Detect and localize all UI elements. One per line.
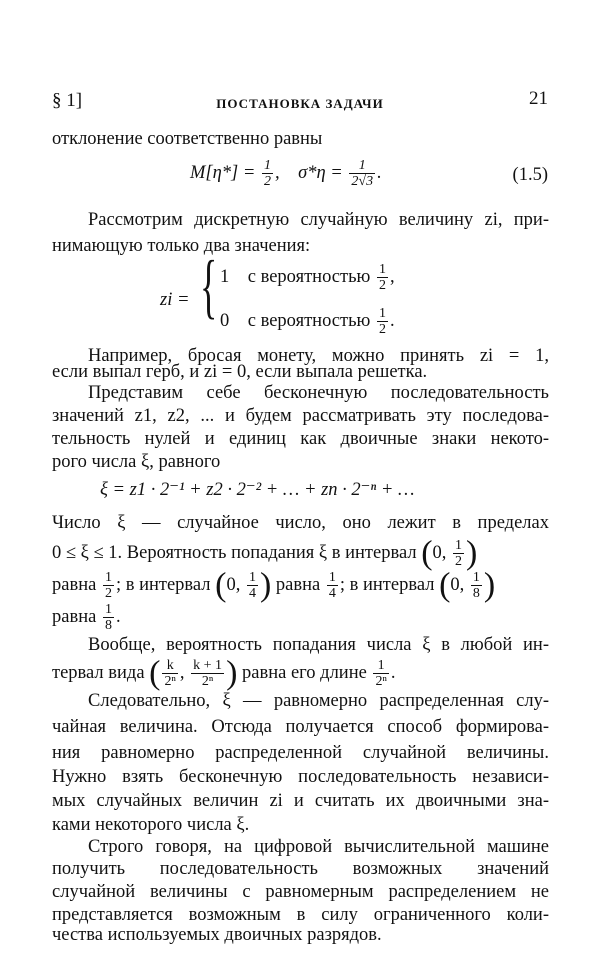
text-line: Следовательно, ξ — равномерно распределенная слу- (88, 691, 549, 711)
fraction: $\frac{1}{2}$ (455, 538, 463, 569)
text-line: ками некоторого числа ξ. (52, 815, 250, 835)
equation-number: (1.5) (512, 165, 548, 185)
text-line: рого числа ξ, равного (52, 452, 221, 472)
eq-lhs: M[η*] = (190, 162, 256, 183)
text-line: значений z1, z2, ... и будем рассматривать эту последова- (52, 406, 549, 426)
text-line: Строго говоря, на цифровой вычислительной машине (88, 837, 549, 857)
text-line: тервал вида ( $\frac{k}{\text{2ⁿ}}$ , $\frac{k + 1}{\text{2ⁿ}}$ ) равна его длине $\frac{1}{\text{2ⁿ}}$ . (52, 654, 396, 692)
text-line: если выпал герб, и zi = 0, если выпала решетка. (52, 362, 428, 382)
fraction: $\frac{1}{\text{2ⁿ}}$ (375, 658, 387, 689)
chapter-title: ПОСТАНОВКА ЗАДАЧИ (216, 96, 384, 111)
case-row-1: 1 с вероятностью $\frac{1}{2}$ , (220, 262, 395, 293)
text-line: Рассмотрим дискретную случайную величину zi, при- (88, 210, 549, 230)
fraction: $\frac{1}{8}$ (104, 602, 112, 633)
text-line: Например, бросая монету, можно принять zi = 1, (88, 346, 549, 366)
fraction: $\frac{1}{8}$ (472, 570, 480, 601)
eq-sigma: σ*η = (298, 162, 343, 183)
text-line: равна $\frac{1}{8}$ . (52, 602, 121, 633)
text-line: Вообще, вероятность попадания числа ξ в любой ин- (88, 635, 549, 655)
cases-lhs: zi = (160, 290, 190, 310)
fraction: $\frac{1}{2√3}$ (351, 158, 374, 189)
text-line: Число ξ — случайное число, оно лежит в пределах (52, 513, 549, 533)
text-line: равна $\frac{1}{2}$ ; в интервал (0, $\frac{1}{4}$ ) равна $\frac{1}{4}$ ; в интервал (0, $\frac{1}{8}$ ) (52, 566, 496, 604)
text-line: тельность нулей и единиц как двоичные знаки некото- (52, 429, 549, 449)
section-marker: § 1] (52, 90, 83, 111)
brace: { (200, 246, 218, 326)
text-line: случайной величины с равномерным распределением не (52, 882, 549, 902)
text-line: представляется возможным в силу ограниченного коли- (52, 905, 549, 925)
page-number: 21 (529, 88, 548, 109)
text-line: чайная величина. Отсюда получается способ формирова- (52, 717, 549, 737)
text-line: получить последовательность возможных значений (52, 859, 549, 879)
text-line: Нужно взять бесконечную последовательность независи- (52, 767, 549, 787)
text-line: 0 ≤ ξ ≤ 1. Вероятность попадания ξ в интервал (0, $\frac{1}{2}$ ) (52, 534, 478, 572)
fraction: $\frac{1}{2}$ (378, 262, 386, 293)
case-row-2: 0 с вероятностью $\frac{1}{2}$ . (220, 306, 395, 337)
fraction: $\frac{k + 1}{\text{2ⁿ}}$ (193, 658, 223, 689)
fraction: $\frac{1}{4}$ (328, 570, 336, 601)
fraction: $\frac{1}{2}$ (378, 306, 386, 337)
text-line: мых случайных величин zi и считать их двоичными зна- (52, 791, 549, 811)
fraction: $\frac{1}{2}$ (104, 570, 112, 601)
text-line: нимающую только два значения: (52, 236, 311, 256)
text-line: чества используемых двоичных разрядов. (52, 925, 382, 945)
text-line: отклонение соответственно равны (52, 129, 323, 149)
text-line: ния равномерно распределенной случайной величины. (52, 743, 549, 763)
fraction: $\frac{1}{4}$ (248, 570, 256, 601)
text-line: Представим себе бесконечную последовательность (88, 383, 549, 403)
fraction: $\frac{1}{2}$ (263, 158, 271, 189)
fraction: $\frac{k}{\text{2ⁿ}}$ (164, 658, 176, 689)
series-formula: ξ = z1 · 2⁻¹ + z2 · 2⁻² + … + zn · 2⁻ⁿ + … (100, 480, 415, 500)
equation-1-5: M[η*] = $\frac{1}{2}$ , σ*η = $\frac{1}{2√3}$ . (190, 158, 382, 189)
